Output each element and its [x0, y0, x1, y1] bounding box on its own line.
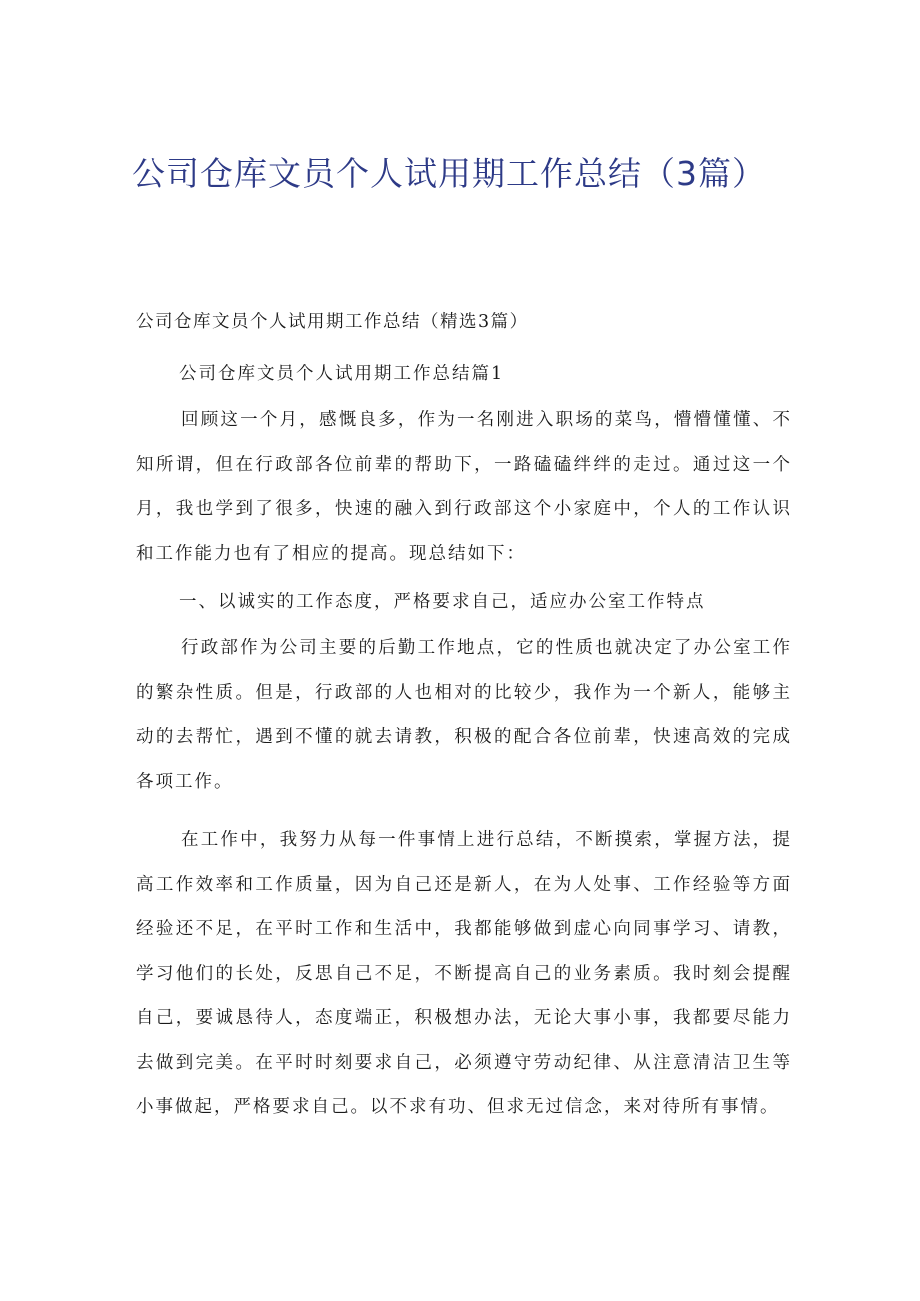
document-subtitle: 公司仓库文员个人试用期工作总结（精选3篇）	[136, 312, 529, 332]
work-summary-paragraph: 在工作中，我努力从每一件事情上进行总结，不断摸索，掌握方法，提高工作效率和工作质量，因为自己还是新人，在为人处事、工作经验等方面经验还不足，在平时工作和生活中，我都能够做到虚心向同事学习、请教，学习他们的长处，反思自己不足，不断提高自己的业务素质。我时刻会提醒自己，要诚恳待人，态度端正，积极想办法，无论大事小事，我都要尽能力去做到完美。在平时时刻要求自己，必须遵守劳动纪律、从注意清洁卫生等小事做起，严格要求自己。以不求有功、但求无过信念，来对待所有事情。	[136, 830, 792, 1117]
point-one-paragraph: 行政部作为公司主要的后勤工作地点，它的性质也就决定了办公室工作的繁杂性质。但是，行政部的人也相对的比较少，我作为一个新人，能够主动的去帮忙，遇到不懂的就去请教，积极的配合各位前辈，快速高效的完成各项工作。	[136, 638, 792, 792]
document-body	[136, 306, 792, 1130]
intro-paragraph: 回顾这一个月，感慨良多，作为一名刚进入职场的菜鸟，懵懵懂懂、不知所谓，但在行政部各位前辈的帮助下，一路磕磕绊绊的走过。通过这一个月，我也学到了很多，快速的融入到行政部这个小家庭中，个人的工作认识和工作能力也有了相应的提高。现总结如下：	[136, 410, 792, 564]
point-one-heading: 一、以诚实的工作态度，严格要求自己，适应办公室工作特点	[179, 592, 706, 612]
document-title: 公司仓库文员个人试用期工作总结（3篇）	[132, 154, 766, 193]
section-title: 公司仓库文员个人试用期工作总结篇1	[179, 364, 505, 384]
